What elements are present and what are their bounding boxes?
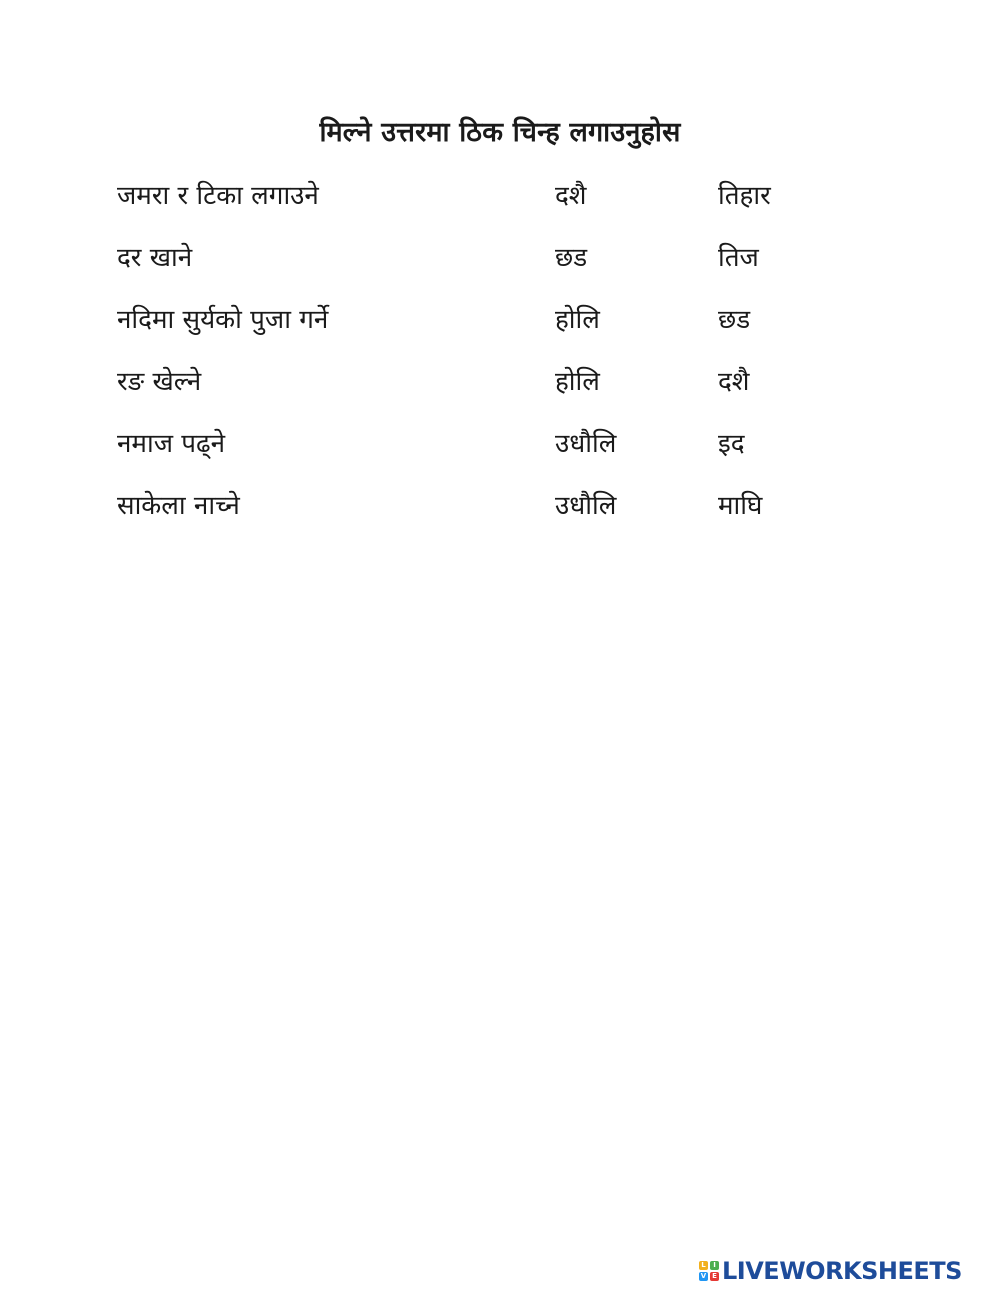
question-prompt: रङ खेल्ने [117,367,202,397]
answer-option[interactable]: दशै [718,367,750,397]
question-prompt: साकेला नाच्ने [117,491,240,521]
question-list [0,176,1000,548]
answer-option[interactable]: तिहार [718,181,771,211]
question-row [0,362,1000,424]
answer-option[interactable]: तिज [718,243,759,273]
answer-option[interactable]: होलि [555,367,600,397]
logo-letter: E [710,1272,719,1281]
question-row [0,176,1000,238]
logo-icon [699,1261,719,1281]
logo-letter: I [710,1261,719,1270]
brand-name: LIVEWORKSHEETS [722,1257,962,1285]
logo-letter: L [699,1261,708,1270]
answer-option[interactable]: दशै [555,181,587,211]
question-row [0,424,1000,486]
question-row [0,300,1000,362]
question-prompt: जमरा र टिका लगाउने [117,181,319,211]
answer-option[interactable]: उधौलि [555,429,617,459]
answer-option[interactable]: माघि [718,491,763,521]
answer-option[interactable]: होलि [555,305,600,335]
worksheet-title: मिल्ने उत्तरमा ठिक चिन्ह लगाउनुहोस [319,117,681,148]
answer-option[interactable]: छड [555,243,588,273]
liveworksheets-logo[interactable] [699,1257,962,1285]
question-prompt: दर खाने [117,243,193,273]
question-row [0,238,1000,300]
answer-option[interactable]: इद [718,429,745,459]
question-row [0,486,1000,548]
answer-option[interactable]: उधौलि [555,491,617,521]
logo-letter: V [700,1272,707,1280]
answer-option[interactable]: छड [718,305,751,335]
question-prompt: नमाज पढ्ने [117,429,226,459]
question-prompt: नदिमा सुर्यको पुजा गर्ने [117,305,329,335]
